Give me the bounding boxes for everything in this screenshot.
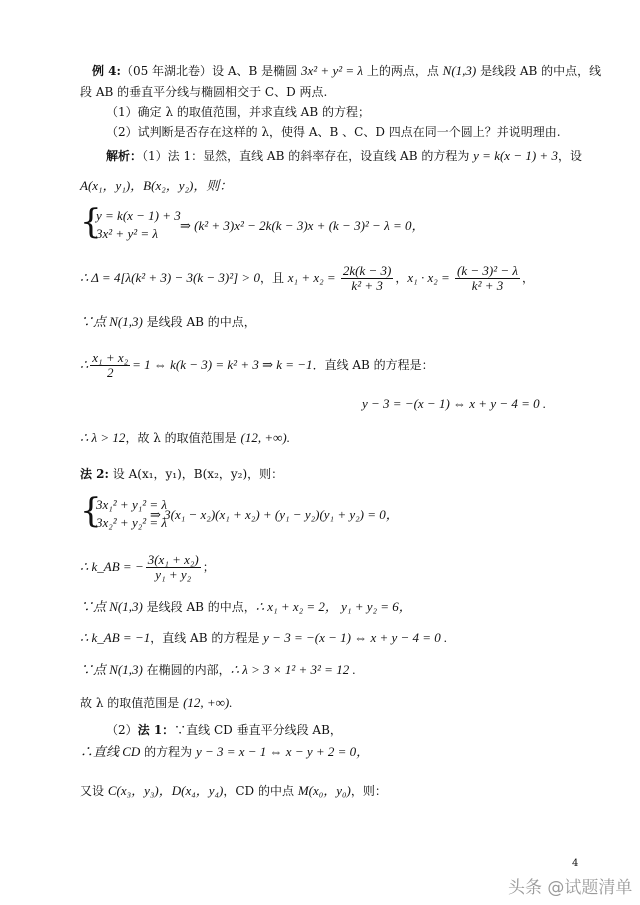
system-1-row-2: 3x² + y² = λ [96, 226, 159, 241]
system-1-result: ⇒ (k² + 3)x² − 2k(k − 3)x + (k − 3)² − λ = 0， [180, 218, 425, 233]
fraction-midpoint: $\frac{\text{x₁ + x₂}}{2}$ [92, 350, 129, 380]
points-cd-def: 又设 C(x₃，y₃)，D(x₄，y₄)，CD 的中点 M(x₀，y₀)，则： [80, 783, 387, 798]
fraction-product: $\frac{\text{(k − 3)² − λ}}{\text{k² + 3}}$ [457, 263, 519, 293]
example-line-2: 段 AB 的垂直平分线与椭圆相交于 C、D 两点. [80, 85, 328, 99]
system-1-row-1: y = k(x − 1) + 3 [96, 208, 181, 223]
question-2: （2）试判断是否存在这样的 λ，使得 A、B 、C、D 四点在同一个圆上？并说明理由. [106, 125, 561, 139]
line-equation-1: y − 3 = −(x − 1) ⇔ x + y − 4 = 0 . [362, 396, 547, 411]
slope-result: ∴ k_AB = −1，直线 AB 的方程是 y − 3 = −(x − 1) ⇔ x + y − 4 = 0 . [80, 630, 448, 645]
system-2-row-1: 3x₁² + y₁² = λ [96, 497, 168, 512]
interior-condition: ∵点 N(1,3) 在椭圆的内部，∴ λ > 3 × 1² + 3² = 12 . [80, 662, 356, 677]
range-conclusion-1: ∴ λ > 12，故 λ 的取值范围是 (12, +∞). [80, 430, 290, 445]
fraction-sum: $\frac{2k(k - 3)}{\text{k² + 3}}$ [342, 263, 392, 293]
discriminant-line: ∴ Δ = 4[λ(k² + 3) − 3(k − 3)²] > 0，且 x₁ + x₂ = $\frac{2k(k - 3)}{\text{k² + 3}}$ ，x₁ · x₂ = $\frac{\text{(k − 3)² − λ}}{\text{k² + 3}}$ ， [80, 263, 535, 293]
system-brace-1: { [80, 202, 102, 242]
page-number: 4 [572, 858, 579, 869]
slope-line: ∴ k_AB = − $\frac{\text{3(x₁ + x₂)}}{\text{y₁ + y₂}}$ ； [80, 552, 215, 582]
question-1: （1）确定 λ 的取值范围，并求直线 AB 的方程； [106, 105, 370, 119]
midpoint-sums: ∵点 N(1,3) 是线段 AB 的中点，∴ x₁ + x₂ = 2， y₁ + y₂ = 6， [80, 599, 412, 614]
line-cd-equation: ∴直线 CD 的方程为 y − 3 = x − 1 ⇔ x − y + 2 = 0， [80, 744, 370, 759]
range-conclusion-2: 故 λ 的取值范围是 (12, +∞). [80, 695, 233, 710]
fraction-slope: $\frac{\text{3(x₁ + x₂)}}{\text{y₁ + y₂}}$ [147, 552, 199, 582]
system-2-row-2: 3x₂² + y₂² = λ [96, 515, 168, 530]
part-2-method-1: （2）法 1：∵直线 CD 垂直平分线段 AB， [106, 723, 342, 737]
points-def: A(x₁，y₁)，B(x₂，y₂)，则： [80, 178, 233, 193]
watermark: 头条 @试题清单 [508, 878, 633, 898]
method-2-header: 法 2: 设 A(x₁，y₁)，B(x₂，y₂)，则： [80, 467, 284, 481]
example-header: 例 4:（05 年湖北卷）设 A、B 是椭圆 3x² + y² = λ 上的两点，点 N(1,3) 是线段 AB 的中点，线 [92, 63, 602, 78]
midpoint-line: ∵点 N(1,3) 是线段 AB 的中点， [80, 314, 256, 329]
system-brace-2: { [80, 491, 102, 531]
midpoint-derivation: ∴ $\frac{\text{x₁ + x₂}}{2}$ = 1 ⇔ k(k − 3) = k² + 3 ⇒ k = −1．直线 AB 的方程是： [80, 350, 434, 380]
solution-intro: 解析：（1）法 1：显然，直线 AB 的斜率存在，设直线 AB 的方程为 y = k(x − 1) + 3，设 [106, 148, 582, 163]
system-2-result: ⇒ 3(x₁ − x₂)(x₁ + x₂) + (y₁ − y₂)(y₁ + y₂) = 0， [150, 507, 399, 522]
